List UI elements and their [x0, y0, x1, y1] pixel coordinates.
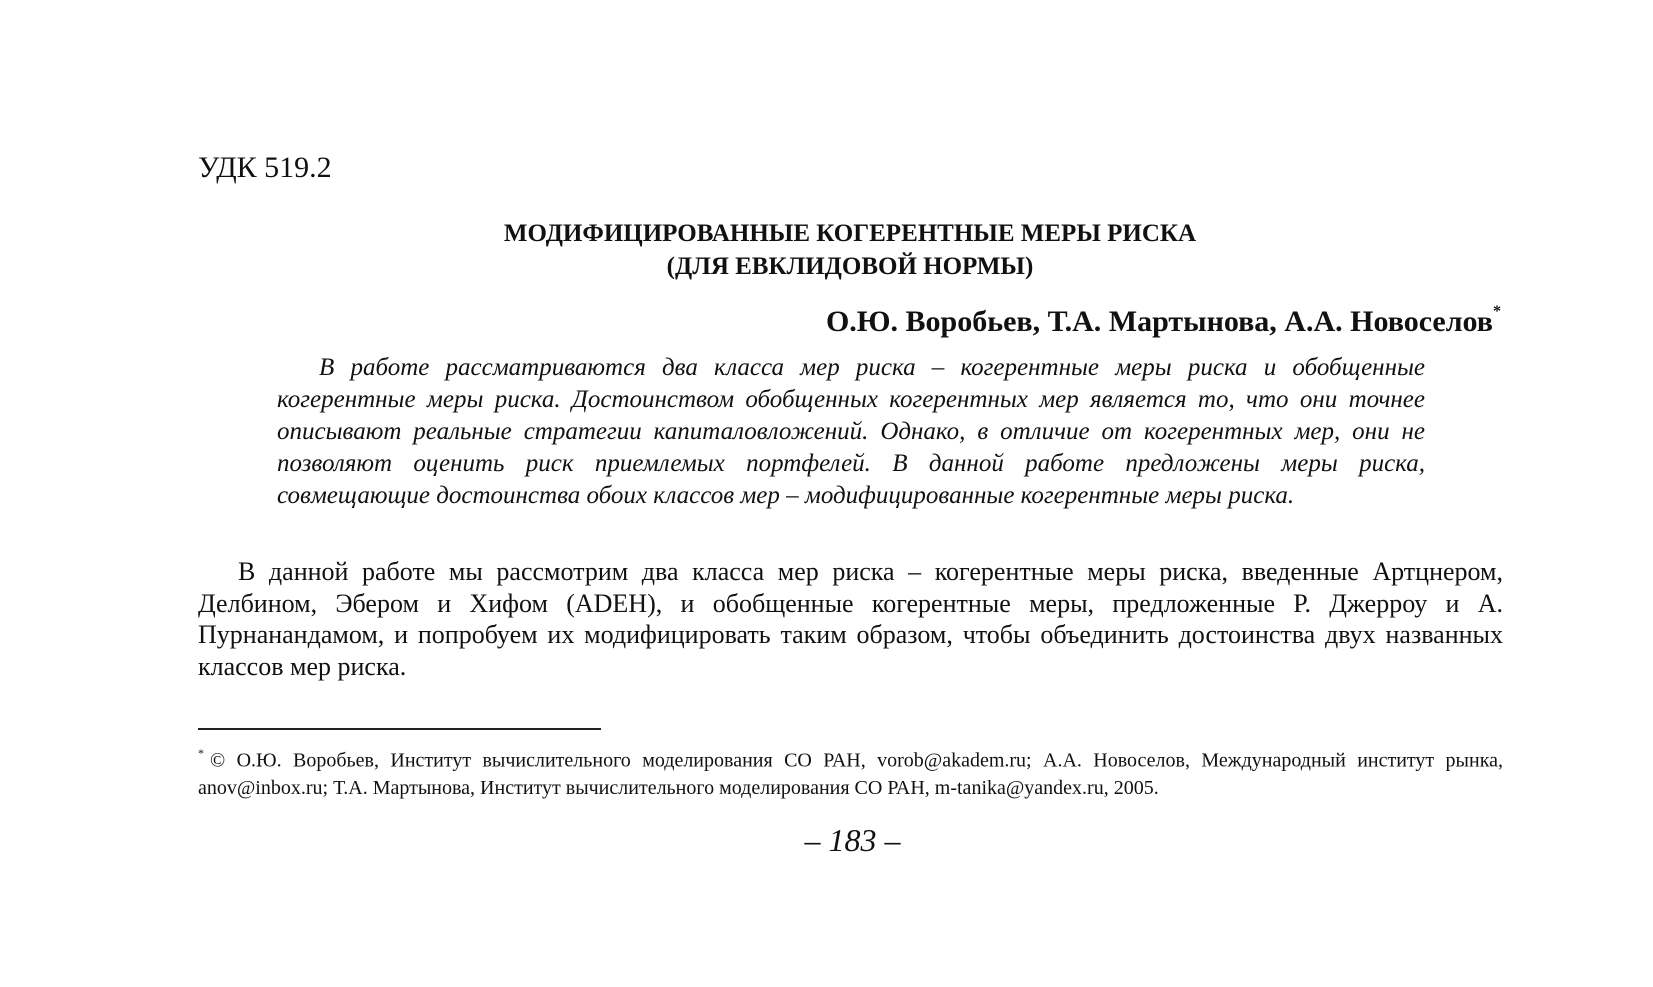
authors: [826, 298, 1501, 340]
page-number: – 183 –: [804, 822, 901, 858]
footnote: [198, 742, 1503, 802]
paper-title: [200, 217, 1500, 283]
title-line-2: (ДЛЯ ЕВКЛИДОВОЙ НОРМЫ): [666, 253, 1034, 280]
footnote-mark: *: [198, 746, 204, 760]
body-paragraph: В данной работе мы рассмотрим два класса мер риска – когерентные меры риска, введенные Артцнером, Делбином, Эбером и Хифом (ADEH), и обобщенные когерентные меры, предложенные Р. Джерроу и А. Пурнанандамом, и попробуем их модифицировать таким образом, чтобы объединить достоинства двух названных классов мер риска.: [198, 557, 1503, 681]
title-line-1: МОДИФИЦИРОВАННЫЕ КОГЕРЕНТНЫЕ МЕРЫ РИСКА: [503, 220, 1197, 247]
author-footnote-mark: *: [1493, 303, 1501, 320]
footnote-divider: [198, 728, 601, 730]
footnote-text: © О.Ю. Воробьев, Институт вычислительного моделирования СО РАН, vorob@akadem.ru; А.А. Новоселов, Международный институт рынка, anov@inbox.ru; Т.А. Мартынова, Институт вычислительного моделирования СО РАН, m-tanika@yandex.ru, 2005.: [198, 749, 1503, 799]
udk-code: УДК 519.2: [198, 151, 332, 184]
author-names: О.Ю. Воробьев, Т.А. Мартынова, А.А. Новоселов: [825, 305, 1493, 338]
abstract: В работе рассматриваются два класса мер риска – когерентные меры риска и обобщенные когерентные меры риска. Достоинством обобщенных когерентных мер является то, что они точнее описывают реальные стратегии капиталовложений. Однако, в отличие от когерентных мер, они не позволяют оценить риск приемлемых портфелей. В данной работе предложены меры риска, совмещающие достоинства обоих классов мер – модифицированные когерентные меры риска.: [277, 354, 1425, 509]
